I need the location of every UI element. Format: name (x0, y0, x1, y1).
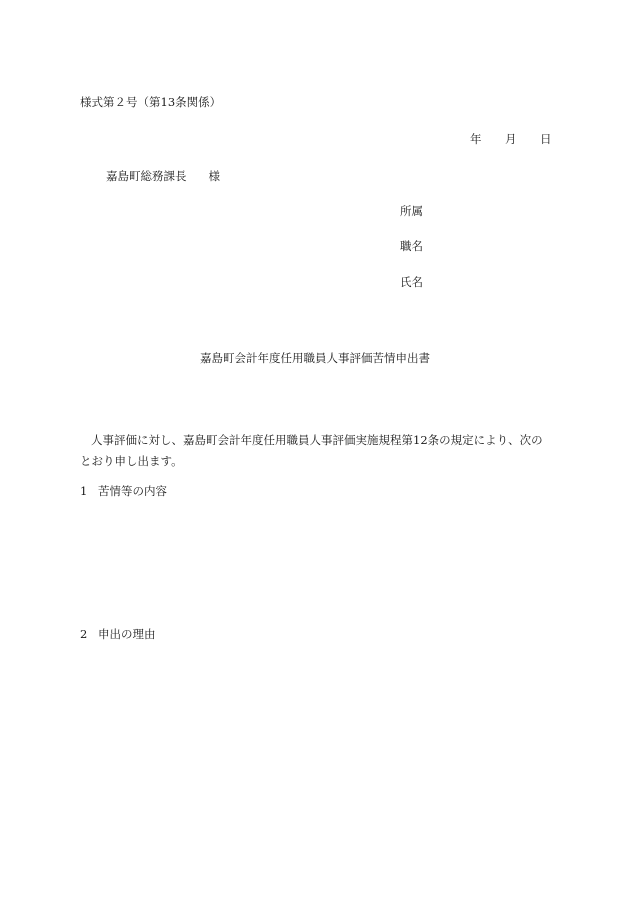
addressee-name: 嘉島町総務課長 (106, 169, 187, 183)
date-month-label: 月 (505, 132, 517, 146)
addressee-honorific: 様 (208, 169, 220, 183)
section-label: 申出の理由 (98, 627, 156, 641)
job-title-label: 職名 (400, 239, 423, 253)
form-number: 様式第２号（第13条関係） (80, 95, 222, 109)
section-label: 苦情等の内容 (98, 484, 167, 498)
addressee (106, 171, 220, 183)
section-complaint-content (80, 486, 167, 498)
name-label: 氏名 (400, 275, 423, 289)
document-body: 人事評価に対し、嘉島町会計年度任用職員人事評価実施規程第12条の規定により、次のとおり申し出ます。 (80, 433, 543, 468)
date-day-label: 日 (540, 132, 552, 146)
document-title: 嘉島町会計年度任用職員人事評価苦情申出書 (200, 351, 430, 365)
section-reason (80, 629, 156, 641)
affiliation-label: 所属 (400, 204, 423, 218)
section-number: 1 (80, 484, 88, 498)
date-year-label: 年 (470, 132, 482, 146)
section-number: 2 (80, 627, 88, 641)
